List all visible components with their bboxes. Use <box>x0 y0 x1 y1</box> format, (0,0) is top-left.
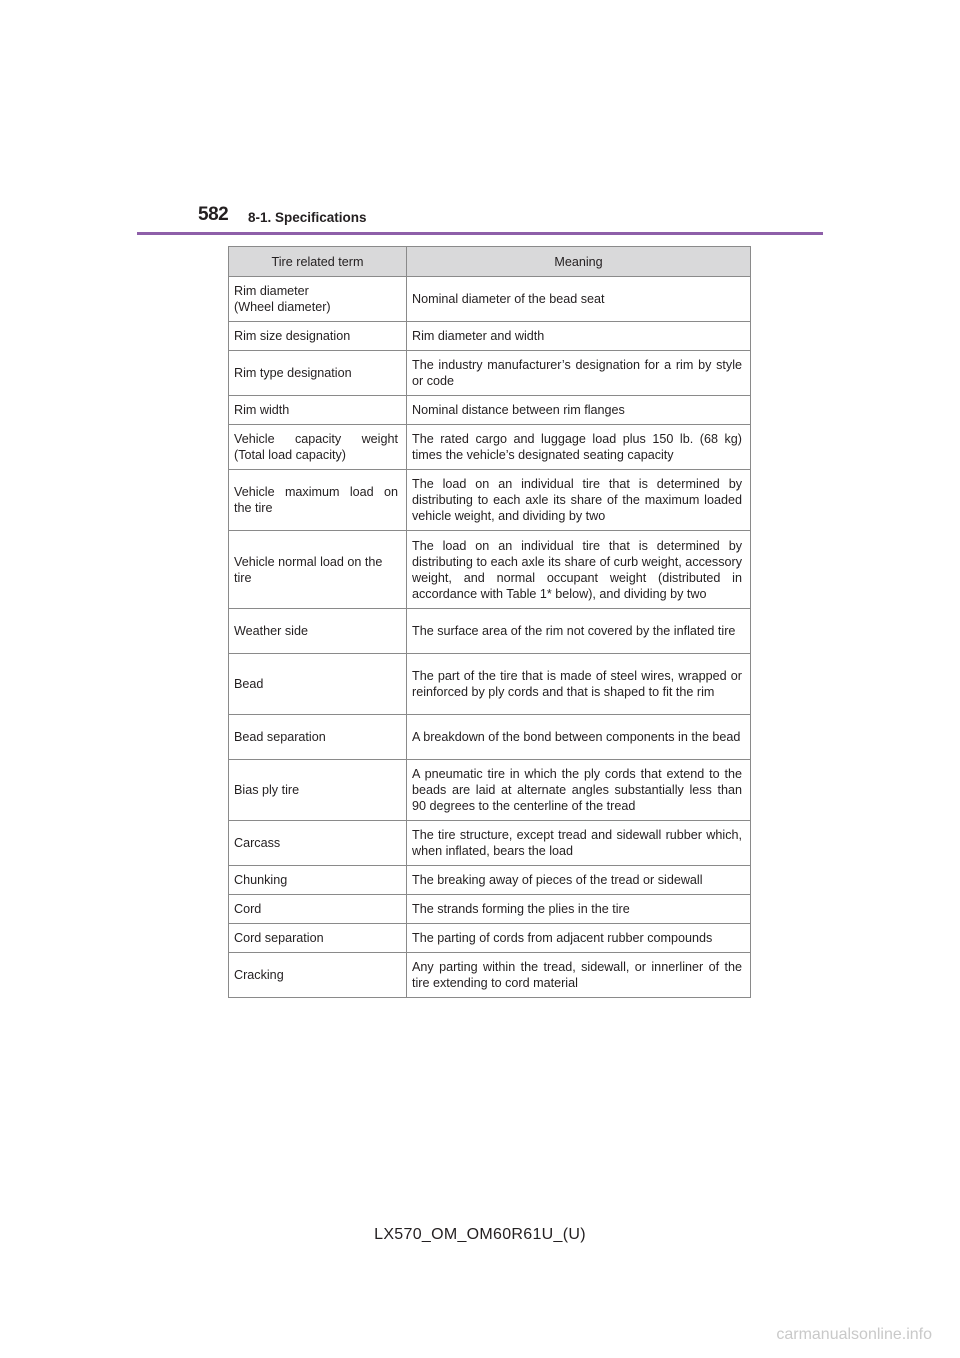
meaning-cell: The load on an individual tire that is determined by distributing to each axle its share of the maximum loaded vehicle weight, and dividing by two <box>407 470 751 531</box>
term-cell: Bead separation <box>229 715 407 760</box>
term-line: (Wheel diameter) <box>234 300 331 314</box>
table-header-row <box>229 247 751 277</box>
term-cell: Cord separation <box>229 924 407 953</box>
table-row <box>229 654 751 715</box>
table-row <box>229 715 751 760</box>
table-row <box>229 322 751 351</box>
tire-terms-table <box>228 246 751 998</box>
term-cell: Rim width <box>229 396 407 425</box>
meaning-cell: Nominal distance between rim flanges <box>407 396 751 425</box>
table-row <box>229 609 751 654</box>
watermark: carmanualsonline.info <box>776 1326 932 1343</box>
meaning-cell: Any parting within the tread, sidewall, or innerliner of the tire extending to cord material <box>407 953 751 998</box>
term-cell: Weather side <box>229 609 407 654</box>
meaning-cell: The industry manufacturer’s designation for a rim by style or code <box>407 351 751 396</box>
table-row <box>229 895 751 924</box>
term-cell: Cord <box>229 895 407 924</box>
meaning-cell: The surface area of the rim not covered by the inflated tire <box>407 609 751 654</box>
term-cell: Vehicle normal load on the tire <box>229 531 407 609</box>
page-number: 582 <box>198 204 229 225</box>
meaning-cell: The strands forming the plies in the tire <box>407 895 751 924</box>
meaning-cell: Rim diameter and width <box>407 322 751 351</box>
table-row <box>229 821 751 866</box>
table-row <box>229 924 751 953</box>
table-row <box>229 760 751 821</box>
meaning-cell: A breakdown of the bond between components in the bead <box>407 715 751 760</box>
section-title: 8-1. Specifications <box>248 210 367 225</box>
meaning-cell: The parting of cords from adjacent rubber compounds <box>407 924 751 953</box>
meaning-cell: The breaking away of pieces of the tread or sidewall <box>407 866 751 895</box>
term-cell: Chunking <box>229 866 407 895</box>
document-code: LX570_OM_OM60R61U_(U) <box>374 1226 586 1243</box>
term-cell: Rim size designation <box>229 322 407 351</box>
table-row <box>229 470 751 531</box>
term-cell: Vehicle capacity weight (Total load capacity) <box>229 425 407 470</box>
meaning-cell: The load on an individual tire that is determined by distributing to each axle its share of curb weight, accessory weight, and normal occupant weight (distributed in accordance with Table 1* below), and dividing by two <box>407 531 751 609</box>
table-row <box>229 866 751 895</box>
meaning-cell: The tire structure, except tread and sidewall rubber which, when inflated, bears the load <box>407 821 751 866</box>
term-cell: Bias ply tire <box>229 760 407 821</box>
term-cell: Carcass <box>229 821 407 866</box>
meaning-cell: Nominal diameter of the bead seat <box>407 277 751 322</box>
table-row <box>229 277 751 322</box>
table-row <box>229 351 751 396</box>
table-row <box>229 425 751 470</box>
term-cell: Bead <box>229 654 407 715</box>
meaning-cell: The part of the tire that is made of steel wires, wrapped or reinforced by ply cords and that is shaped to fit the rim <box>407 654 751 715</box>
meaning-cell: The rated cargo and luggage load plus 150 lb. (68 kg) times the vehicle’s designated seating capacity <box>407 425 751 470</box>
header-rule <box>137 232 823 235</box>
term-cell: Vehicle maximum load on the tire <box>229 470 407 531</box>
term-cell: Rim type designation <box>229 351 407 396</box>
meaning-cell: A pneumatic tire in which the ply cords that extend to the beads are laid at alternate angles substantially less than 90 degrees to the centerline of the tread <box>407 760 751 821</box>
table-row <box>229 531 751 609</box>
term-cell <box>229 277 407 322</box>
term-cell: Cracking <box>229 953 407 998</box>
term-line: Rim diameter <box>234 284 309 298</box>
page-header <box>198 204 818 234</box>
column-header-term: Tire related term <box>229 247 407 277</box>
table-row <box>229 396 751 425</box>
table-row <box>229 953 751 998</box>
column-header-meaning: Meaning <box>407 247 751 277</box>
